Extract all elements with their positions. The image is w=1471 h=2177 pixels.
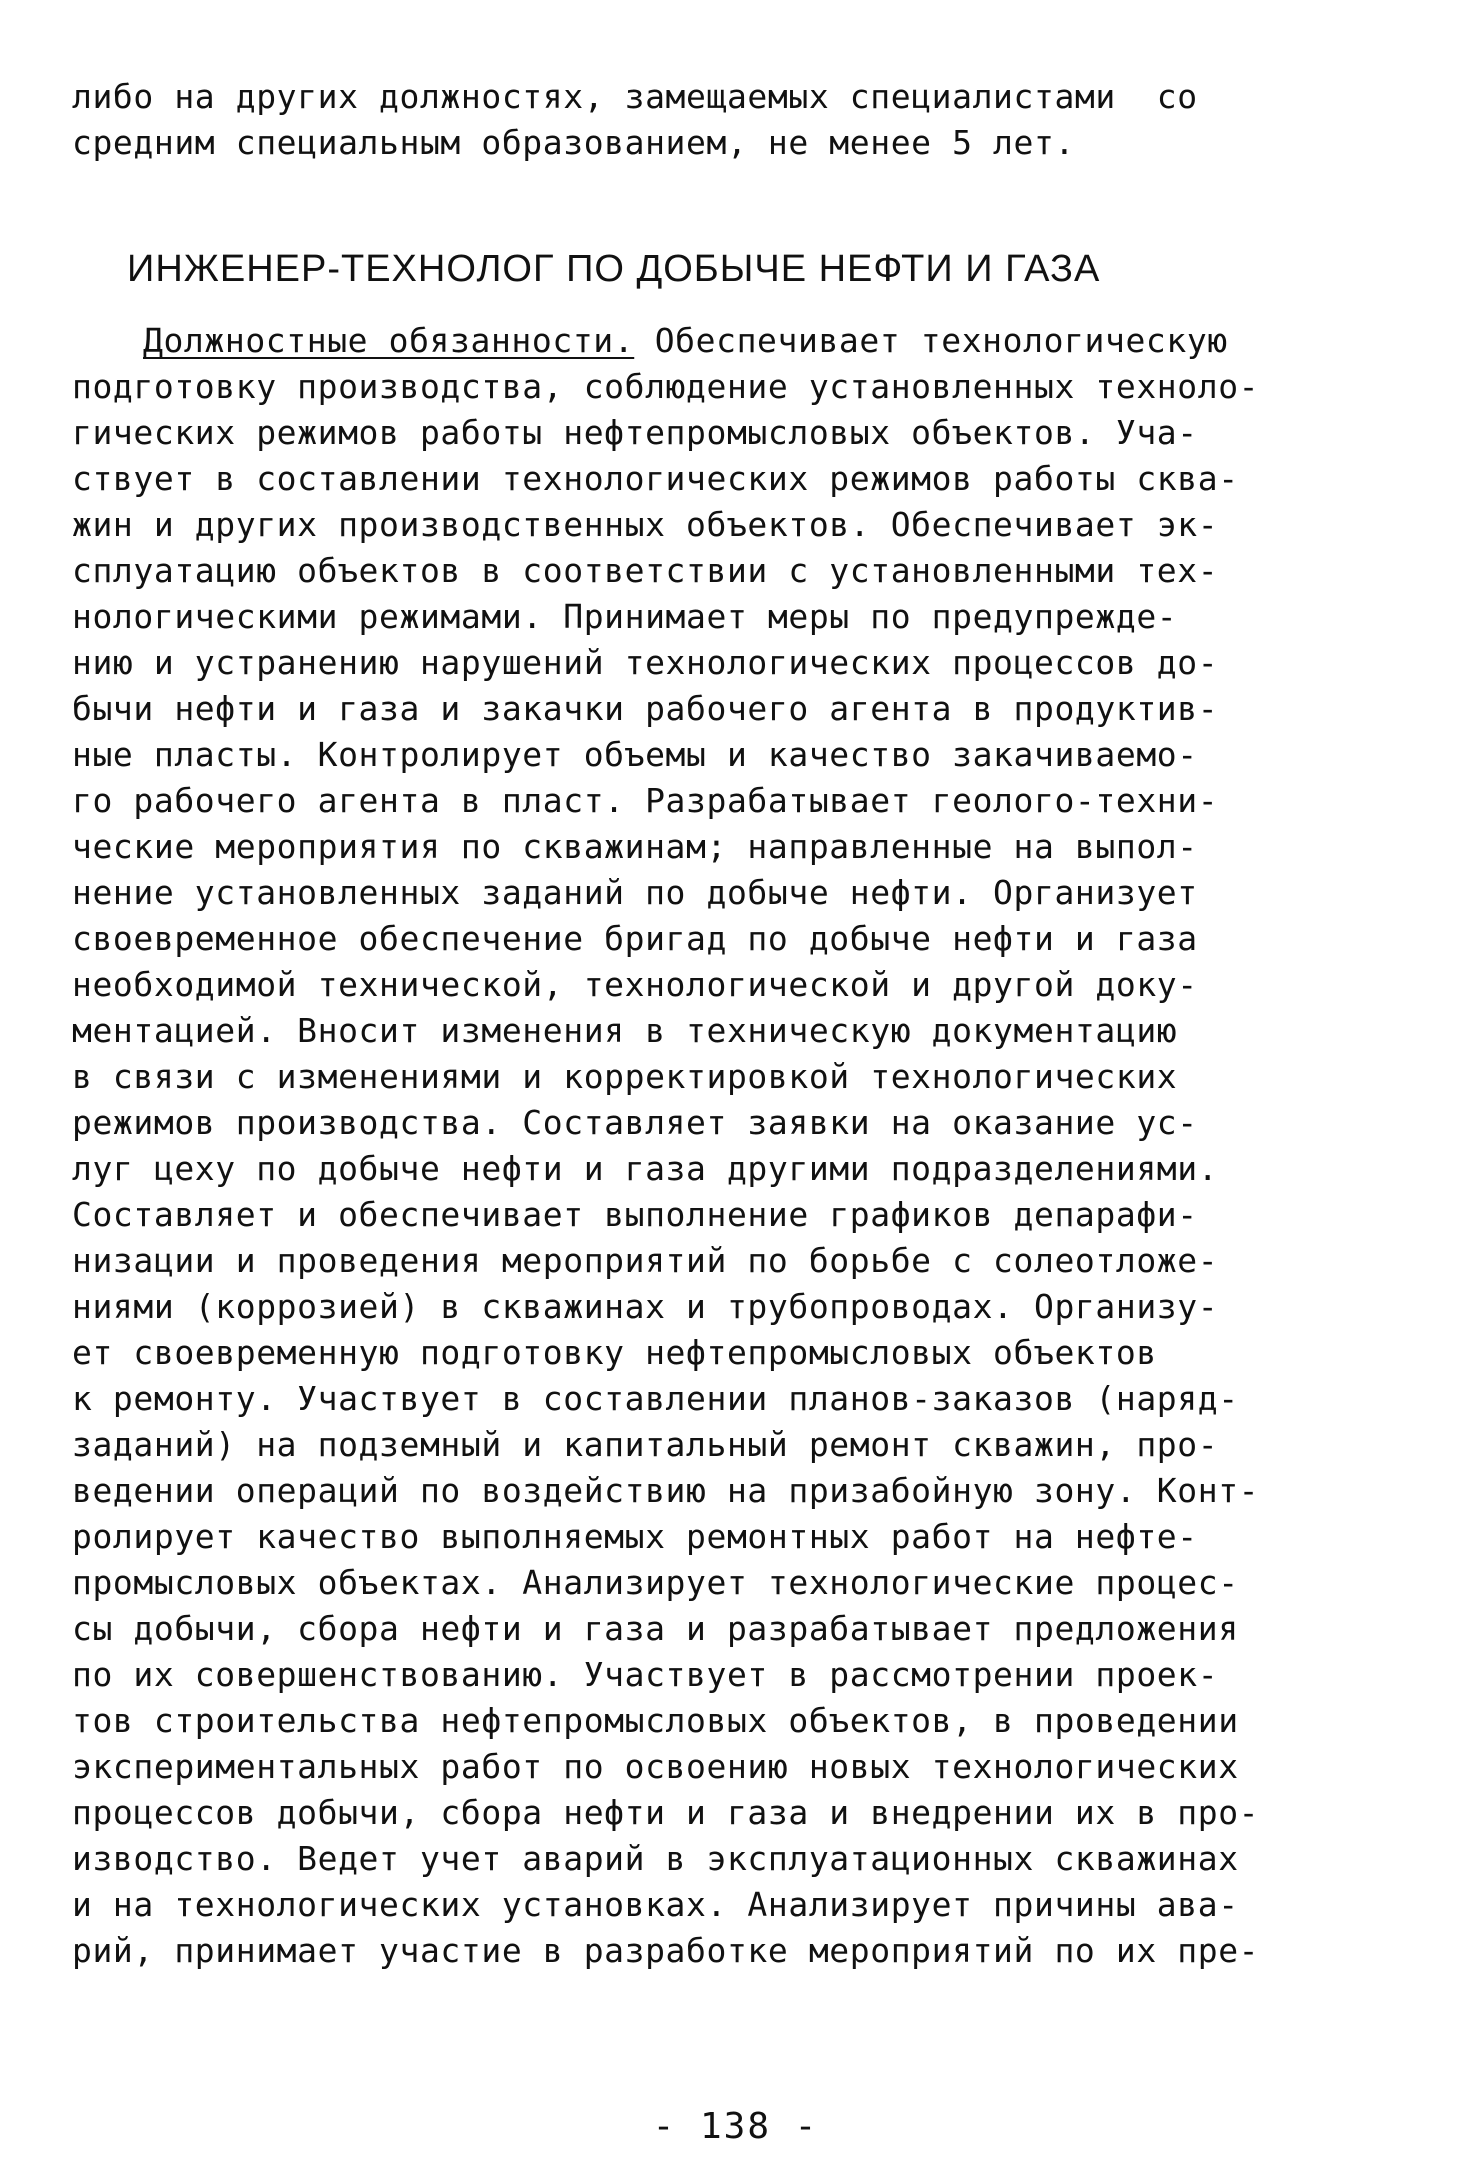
body-line: ведении операций по воздействию на призабойную зону. Конт- — [72, 1471, 1260, 1510]
body-line: сплуатацию объектов в соответствии с установленными тех- — [72, 551, 1219, 590]
first-line-text: Обеспечивает технологическую — [634, 321, 1228, 360]
body-line: гических режимов работы нефтепромысловых объектов. Уча- — [72, 413, 1198, 452]
body-line: в связи с изменениями и корректировкой технологических — [72, 1057, 1178, 1096]
paragraph-first-line — [143, 318, 1393, 364]
body-line: жин и других производственных объектов. Обеспечивает эк- — [72, 505, 1219, 544]
body-line: подготовку производства, соблюдение установленных техноло- — [72, 367, 1260, 406]
body-line: и на технологических установках. Анализирует причины ава- — [72, 1885, 1239, 1924]
body-line: процессов добычи, сбора нефти и газа и внедрении их в про- — [72, 1793, 1260, 1832]
intro-line: либо на других должностях, замещаемых специалистами со — [72, 77, 1198, 116]
intro-line: средним специальным образованием, не менее 5 лет. — [72, 123, 1075, 162]
body-line: низации и проведения мероприятий по борьбе с солеотложе- — [72, 1241, 1219, 1280]
body-line: ет своевременную подготовку нефтепромысловых объектов — [72, 1333, 1157, 1372]
body-line: бычи нефти и газа и закачки рабочего агента в продуктив- — [72, 689, 1219, 728]
body-line: ментацией. Вносит изменения в техническую документацию — [72, 1011, 1178, 1050]
body-line: режимов производства. Составляет заявки на оказание ус- — [72, 1103, 1198, 1142]
body-line: ные пласты. Контролирует объемы и качество закачиваемо- — [72, 735, 1198, 774]
body-line: изводство. Ведет учет аварий в эксплуатационных скважинах — [72, 1839, 1239, 1878]
body-line: рий, принимает участие в разработке мероприятий по их пре- — [72, 1931, 1260, 1970]
body-line: Составляет и обеспечивает выполнение графиков депарафи- — [72, 1195, 1198, 1234]
body-line: го рабочего агента в пласт. Разрабатывает геолого-техни- — [72, 781, 1219, 820]
body-line: ролирует качество выполняемых ремонтных работ на нефте- — [72, 1517, 1198, 1556]
body-line: тов строительства нефтепромысловых объектов, в проведении — [72, 1701, 1239, 1740]
body-line: ствует в составлении технологических режимов работы сква- — [72, 459, 1239, 498]
body-line: ческие мероприятия по скважинам; направленные на выпол- — [72, 827, 1198, 866]
body-line: по их совершенствованию. Участвует в рассмотрении проек- — [72, 1655, 1219, 1694]
body-line: необходимой технической, технологической и другой доку- — [72, 965, 1198, 1004]
body-line: нию и устранению нарушений технологических процессов до- — [72, 643, 1219, 682]
body-line: к ремонту. Участвует в составлении планов-заказов (наряд- — [72, 1379, 1239, 1418]
body-line: ниями (коррозией) в скважинах и трубопроводах. Организу- — [72, 1287, 1219, 1326]
body-line: нологическими режимами. Принимает меры по предупрежде- — [72, 597, 1178, 636]
body-line: сы добычи, сбора нефти и газа и разрабатывает предложения — [72, 1609, 1239, 1648]
body-line: заданий) на подземный и капитальный ремонт скважин, про- — [72, 1425, 1219, 1464]
page-number: - 138 - — [652, 2106, 819, 2147]
section-heading: ИНЖЕНЕР-ТЕХНОЛОГ ПО ДОБЫЧЕ НЕФТИ И ГАЗА — [127, 248, 1101, 290]
body-line: луг цеху по добыче нефти и газа другими подразделениями. — [72, 1149, 1219, 1188]
body-line: своевременное обеспечение бригад по добыче нефти и газа — [72, 919, 1198, 958]
body-line: промысловых объектах. Анализирует технологические процес- — [72, 1563, 1239, 1602]
duties-lead: Должностные обязанности. — [143, 321, 635, 360]
body-line: экспериментальных работ по освоению новых технологических — [72, 1747, 1239, 1786]
body-line: нение установленных заданий по добыче нефти. Организует — [72, 873, 1198, 912]
